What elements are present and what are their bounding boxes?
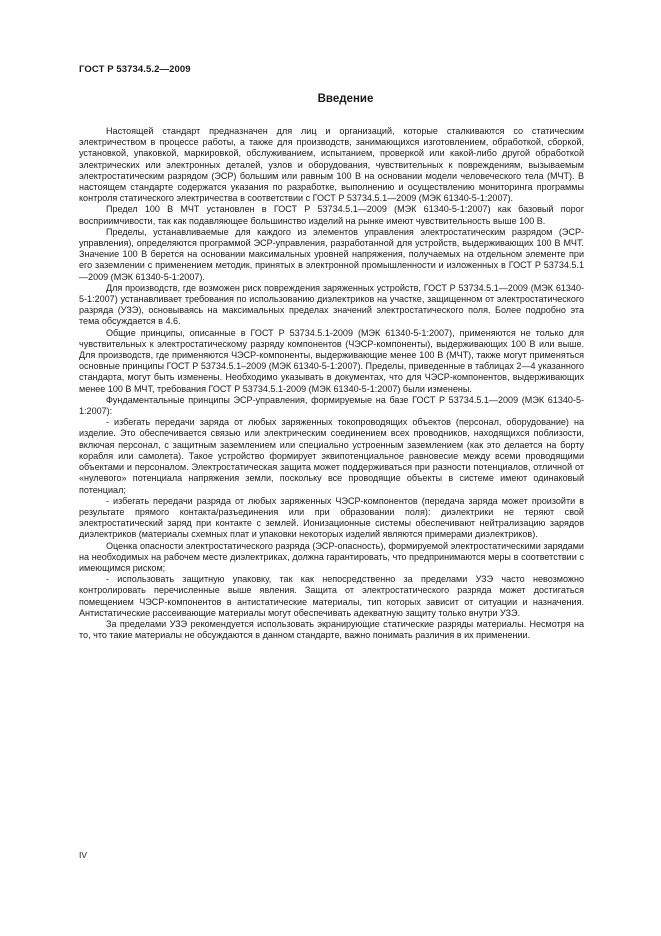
- list-item: - избегать передачи заряда от любых заряженных токопроводящих объектов (персонал, оборудование) на изделие. Это обеспечивается связью или электрическим соединением всех проводников, находящихся поблизости, включая персонал, с защитным заземлением или специально устроенным заземлением (как это делается на борту корабля или самолета). Такое устройство формирует эквипотенциальное равновесие между всеми проводящими объектами и персоналом. Электростатическая защита может поддерживаться при разности потенциалов, отличной от «нулевого» потенциала напряжения земли, поскольку все проводящие объекты в системе имеют одинаковый потенциал;: [79, 417, 584, 495]
- paragraph: Для производств, где возможен риск повреждения заряженных устройств, ГОСТ Р 53734.5.1—2009 (МЭК 61340-5-1:2007) устанавливает требования по использованию диэлектриков на участке, защищенном от электростатического разряда (УЗЭ), основываясь на максимальных пределах значений электростатического поля. Более подробно эта тема обсуждается в 4.6.: [79, 282, 584, 327]
- section-title: Введение: [317, 93, 374, 105]
- paragraph: Общие принципы, описанные в ГОСТ Р 53734.5.1-2009 (МЭК 61340-5-1:2007), применяются не только для чувствительных к электростатическому разряду компонентов (ЧЭСР-компоненты), выдерживающих 100 В или выше. Для производств, где применяются ЧЭСР-компоненты, выдерживающие менее 100 В (МЧТ), также могут применяться основные принципы ГОСТ Р 53734.5.1–2009 (МЭК 61340-5-1:2007). Пределы, приведенные в таблицах 2—4 указанного стандарта, могут быть изменены. Необходимо указывать в документах, что для ЧЭСР-компонентов, выдерживающих менее 100 В МЧТ, требования ГОСТ Р 53734.5.1-2009 (МЭК 61340-5-1:2007) были изменены.: [79, 327, 584, 394]
- paragraph: Оценка опасности электростатического разряда (ЭСР-опасность), формируемой электростатическими зарядами на необходимых на рабочем месте диэлектриках, должна гарантировать, что предпринимаются меры в соответствии с имеющимся риском;: [79, 540, 584, 573]
- paragraph: Пределы, устанавливаемые для каждого из элементов управления электростатическим разрядом (ЭСР-управления), определяются программой ЭСР-управления, разработанной для устройств, выдерживающих 100 В МЧТ. Значение 100 В берется на основании максимальных уровней напряжения, получаемых на отдельном элементе при его заземлении с применением методик, принятых в электронной промышленности и изложенных в ГОСТ Р 53734.5.1—2009 (МЭК 61340-5-1:2007).: [79, 226, 584, 282]
- page-number: IV: [79, 850, 88, 860]
- list-item: - использовать защитную упаковку, так как непосредственно за пределами УЗЭ часто невозможно контролировать перечисленные выше явления. Защита от электростатического разряда может достигаться помещением ЧЭСР-компонентов в антистатические материалы, тип которых зависит от ситуации и назначения. Антистатические рассеивающие материалы могут обеспечивать адекватную защиту только внутри УЗЭ.: [79, 574, 584, 618]
- paragraph: За пределами УЗЭ рекомендуется использовать экранирующие статические разряды материалы. Несмотря на то, что такие материалы не обсуждаются в данном стандарте, важно понимать различия в их применении.: [79, 618, 584, 641]
- body-text: [79, 126, 584, 641]
- paragraph: Фундаментальные принципы ЭСР-управления, формируемые на базе ГОСТ Р 53734.5.1—2009 (МЭК 61340-5-1:2007):: [79, 394, 584, 417]
- paragraph: Настоящей стандарт предназначен для лиц и организаций, которые сталкиваются со статическим электричеством в процессе работы, а также для производств, занимающихся изготовлением, обработкой, сборкой, установкой, упаковкой, маркировкой, обслуживанием, испытанием, проверкой или какой-либо другой обработкой электрических или электронных деталей, узлов и оборудования, чувствительных к повреждениям, вызываемым электростатическим разрядом (ЭСР) большим или равным 100 В на основании модели человеческого тела (МЧТ). В настоящем стандарте содержатся указания по разработке, выполнению и осуществлению мониторинга программы контроля статического электричества в соответствии с ГОСТ Р 53734.5.1—2009 (МЭК 61340-5-1:2007).: [79, 126, 584, 204]
- document-header: ГОСТ Р 53734.5.2—2009: [79, 64, 191, 75]
- list-item: - избегать передачи разряда от любых заряженных ЧЭСР-компонентов (передача заряда может произойти в результате прямого контакта/разъединения или при образовании поля): диэлектрики не теряют свой электростатический заряд при контакте с землей. Ионизационные системы обеспечивают нейтрализацию зарядов диэлектриков (материалы схемных плат и упаковки некоторых изделий являются примерами диэлектриков).: [79, 495, 584, 540]
- paragraph: Предел 100 В МЧТ установлен в ГОСТ Р 53734.5.1—2009 (МЭК 61340-5-1:2007) как базовый порог восприимчивости, так как подавляющее большинство изделий на рынке имеют чувствительность выше 100 В.: [79, 204, 584, 226]
